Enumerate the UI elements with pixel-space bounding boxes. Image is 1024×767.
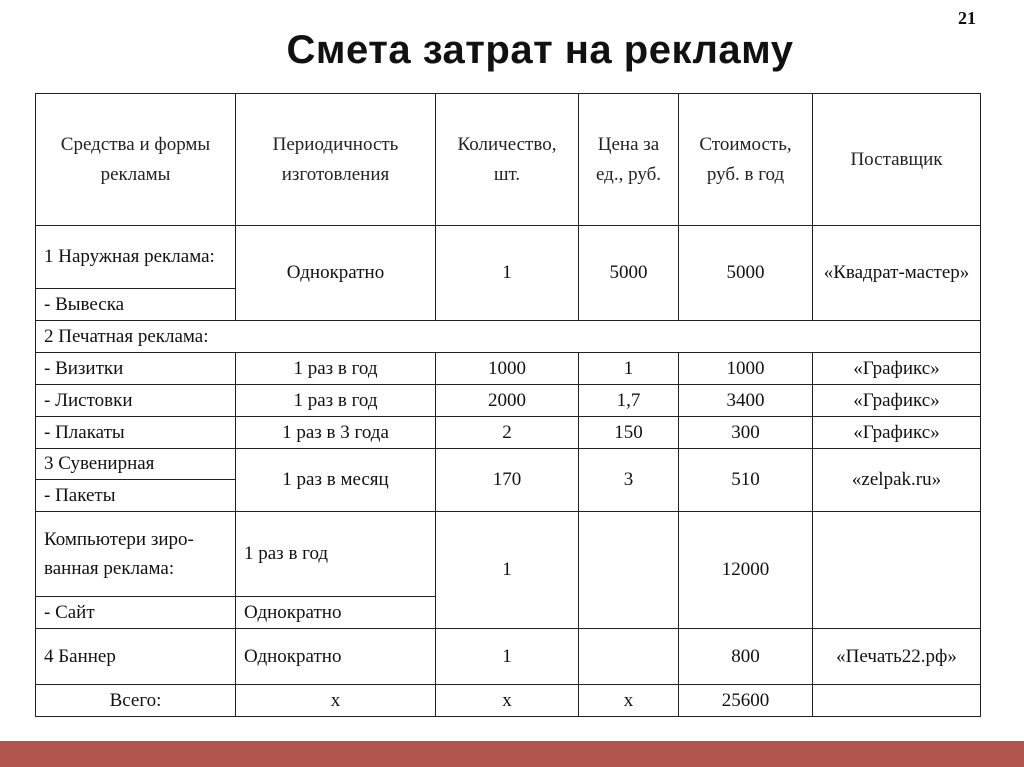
outdoor-price: 5000	[579, 226, 679, 321]
table-row	[36, 629, 981, 685]
table-row	[36, 385, 981, 417]
outdoor-name: 1 Наружная реклама:	[36, 226, 236, 289]
header-unit-price: Цена за ед., руб.	[579, 94, 679, 226]
print-qty: 2000	[436, 385, 579, 417]
outdoor-qty: 1	[436, 226, 579, 321]
table-row	[36, 417, 981, 449]
print-section-title: 2 Печатная реклама:	[36, 321, 981, 353]
print-supplier: «Графикс»	[813, 353, 981, 385]
computer-sub: - Сайт	[36, 597, 236, 629]
banner-qty: 1	[436, 629, 579, 685]
computer-price	[579, 512, 679, 629]
header-row	[36, 94, 981, 226]
print-name: - Визитки	[36, 353, 236, 385]
total-period: х	[236, 685, 436, 717]
total-price: х	[579, 685, 679, 717]
table-row	[36, 353, 981, 385]
print-qty: 2	[436, 417, 579, 449]
souvenir-sub: - Пакеты	[36, 480, 236, 512]
computer-period: 1 раз в год	[236, 512, 436, 597]
banner-name: 4 Баннер	[36, 629, 236, 685]
print-name: - Плакаты	[36, 417, 236, 449]
banner-cost: 800	[679, 629, 813, 685]
total-row	[36, 685, 981, 717]
total-supplier	[813, 685, 981, 717]
souvenir-price: 3	[579, 449, 679, 512]
souvenir-qty: 170	[436, 449, 579, 512]
page-title: Смета затрат на рекламу	[286, 28, 794, 72]
outdoor-supplier: «Квадрат-мастер»	[813, 226, 981, 321]
table-row	[36, 512, 981, 597]
print-price: 1	[579, 353, 679, 385]
print-supplier: «Графикс»	[813, 385, 981, 417]
souvenir-cost: 510	[679, 449, 813, 512]
header-annual-cost: Стоимость, руб. в год	[679, 94, 813, 226]
computer-sub-period: Однократно	[236, 597, 436, 629]
total-label: Всего:	[36, 685, 236, 717]
print-supplier: «Графикс»	[813, 417, 981, 449]
outdoor-sub: - Вывеска	[36, 289, 236, 321]
souvenir-supplier: «zelpak.ru»	[813, 449, 981, 512]
print-qty: 1000	[436, 353, 579, 385]
banner-price	[579, 629, 679, 685]
print-cost: 300	[679, 417, 813, 449]
computer-supplier	[813, 512, 981, 629]
footer-bar	[0, 741, 1024, 767]
table-row	[36, 226, 981, 289]
table-row	[36, 449, 981, 480]
outdoor-period: Однократно	[236, 226, 436, 321]
print-name: - Листовки	[36, 385, 236, 417]
table-row	[36, 321, 981, 353]
print-period: 1 раз в 3 года	[236, 417, 436, 449]
estimate-table	[35, 93, 981, 717]
computer-name: Компьютери зиро-ванная реклама:	[36, 512, 236, 597]
print-price: 1,7	[579, 385, 679, 417]
total-cost: 25600	[679, 685, 813, 717]
banner-period: Однократно	[236, 629, 436, 685]
header-frequency: Периодичность изготовления	[236, 94, 436, 226]
souvenir-name: 3 Сувенирная	[36, 449, 236, 480]
total-qty: х	[436, 685, 579, 717]
computer-qty: 1	[436, 512, 579, 629]
print-price: 150	[579, 417, 679, 449]
computer-cost: 12000	[679, 512, 813, 629]
outdoor-cost: 5000	[679, 226, 813, 321]
print-period: 1 раз в год	[236, 353, 436, 385]
print-cost: 3400	[679, 385, 813, 417]
header-quantity: Количество, шт.	[436, 94, 579, 226]
header-means: Средства и формы рекламы	[36, 94, 236, 226]
print-period: 1 раз в год	[236, 385, 436, 417]
header-supplier: Поставщик	[813, 94, 981, 226]
page-number: 21	[958, 8, 976, 28]
souvenir-period: 1 раз в месяц	[236, 449, 436, 512]
print-cost: 1000	[679, 353, 813, 385]
banner-supplier: «Печать22.рф»	[813, 629, 981, 685]
